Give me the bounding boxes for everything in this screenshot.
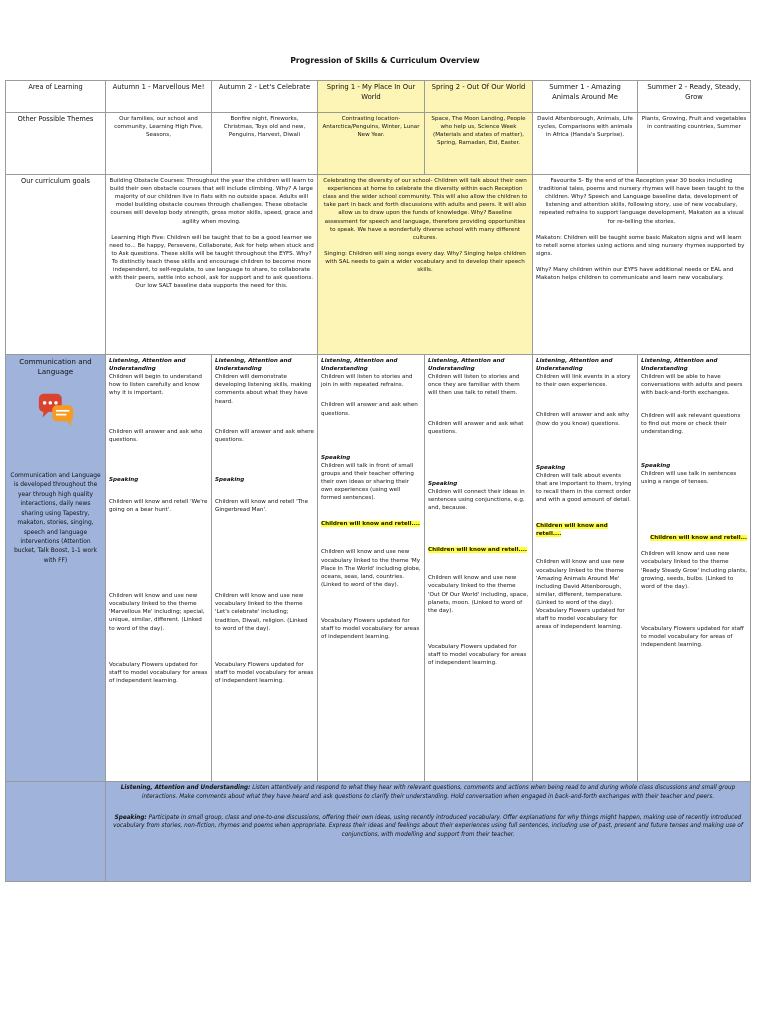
speaking-goal: Children will talk about events that are important to them, trying to recall them in the correct order and with a good amount of detail. bbox=[536, 472, 632, 504]
vocabulary-goal: Children will know and use new vocabulary linked to the theme 'Marvellous Me' including; special, unique, similar, different. (Linked to word of the day). bbox=[109, 593, 205, 632]
term-header: Autumn 2 - Let's Celebrate bbox=[212, 81, 318, 113]
page-title: Progression of Skills & Curriculum Overview bbox=[290, 56, 480, 65]
term-header: Summer 1 - Amazing Animals Around Me bbox=[533, 81, 638, 113]
goals-autumn bbox=[106, 175, 318, 355]
section-heading: Listening, Attention and Understanding bbox=[641, 358, 718, 373]
speaking-heading: Speaking bbox=[215, 476, 245, 483]
section-heading: Listening, Attention and Understanding bbox=[428, 358, 505, 373]
summary-speaking-text: Participate in small group, class and one-to-one discussions, offering their own ideas, using recently introduced vocabulary. Offer explanations for why things might happen, making use of recently introduced vocabulary from stories, non-fiction, rhymes and poems when appropriate. Express their ideas and feelings about their experiences using full sentences, including use of past, present and future tenses and making use of conjunctions, with modelling and support from their teacher. bbox=[113, 814, 743, 839]
question-goal: Children will answer and ask who questions. bbox=[109, 428, 203, 443]
retell-goal bbox=[321, 520, 421, 528]
summary-listening-text: Listen attentively and respond to what they hear with relevant questions, comments and actions when being read to and during whole class discussions and small group interactions. Make comments about what they have heard and ask questions to clarify their understanding. Hold conversation when engaged in back-and-forth exchanges with their teacher and peers. bbox=[141, 785, 736, 800]
summary-speaking-key: Speaking: bbox=[114, 814, 147, 821]
summary-speaking bbox=[109, 814, 747, 840]
theme-cell: Plants, Growing, Fruit and vegetables in contrasting countries, Summer bbox=[638, 113, 751, 175]
question-goal: Children will answer and ask where questions. bbox=[215, 428, 314, 443]
speaking-heading: Speaking bbox=[109, 476, 139, 483]
theme-cell: David Attenborough, Animals, Life cycles, Comparisons with animals in Africa (Handa's Surprise). bbox=[533, 113, 638, 175]
vocabulary-flowers: Vocabulary Flowers updated for staff to model vocabulary for areas of independent learning. bbox=[321, 617, 420, 641]
listening-goal: Children will be able to have conversations with adults and peers with back-and-forth exchanges. bbox=[641, 374, 743, 397]
theme-cell: Our families, our school and community, Learning High Five, Seasons, bbox=[106, 113, 212, 175]
section-heading: Listening, Attention and Understanding bbox=[215, 358, 292, 373]
speaking-goal: Children will talk in front of small groups and their teacher offering their own ideas or sharing their own experiences (using well formed sentences). bbox=[321, 462, 414, 502]
term-header: Summer 2 - Ready, Steady, Grow bbox=[638, 81, 751, 113]
goals-spring bbox=[318, 175, 533, 355]
goal-obstacle-courses: Building Obstacle Courses: Throughout the year the children will learn to build their own obstacle courses that will include climbing. Why? A large majority of our children live in flats with no outside space. Adults will model building obstacle courses through challenges. These obstacle courses will develop body strength, gross motor skills, speed, grace and agility when moving. bbox=[109, 178, 314, 225]
curriculum-table bbox=[5, 80, 751, 882]
theme-cell: Contrasting location- Antarctica/Penguins, Winter, Lunar New Year. bbox=[318, 113, 425, 175]
term-header: Spring 1 - My Place In Our World bbox=[318, 81, 425, 113]
comm-column-spring-1 bbox=[318, 355, 425, 782]
header-row bbox=[6, 81, 751, 113]
retell-goal bbox=[428, 546, 529, 554]
themes-label: Other Possible Themes bbox=[6, 113, 106, 175]
vocabulary-goal: Children will know and use new vocabulary linked to the theme 'Let's celebrate' including; tradition, Diwali, religion. (Linked to word of the day). bbox=[215, 593, 308, 632]
listening-goal: Children will listen to stories and join in with repeated refrains. bbox=[321, 374, 413, 389]
comm-description: Communication and Language is developed throughout the year through high quality interactions, daily news sharing using Tapestry, makaton, stories, singing, speech and language interventions (Attention bucket, Talk Boost, 1-1 work with FF) bbox=[10, 472, 101, 564]
comm-title: Communication and Language bbox=[19, 357, 92, 377]
goal-learning-high-five: Learning High Five: Children will be taught that to be a good learner we need to... Be happy, Persevere, Collaborate, Ask for help when stuck and to Ask questions. These skills will be taught throughout the EYFS. Why? To distinctly teach these skills and encourage children to become more independent, to self-regulate, to use language to share, to collaborate with their peers, settle into school, ask for support and to ask questions. Our low SALT baseline data supports the need for this. bbox=[109, 234, 314, 290]
speaking-goal: Children will connect their ideas in sentences using conjunctions, e.g. and, because. bbox=[428, 488, 525, 512]
vocabulary-flowers: Vocabulary Flowers updated for staff to model vocabulary for areas of independent learning. bbox=[536, 608, 625, 631]
goals-summer bbox=[533, 175, 751, 355]
speaking-goal: Children will know and retell 'The Gingerbread Man'. bbox=[215, 498, 309, 514]
area-label: Area of Learning bbox=[6, 81, 106, 113]
listening-goal: Children will listen to stories and once they are familiar with them will then use talk to retell them. bbox=[428, 374, 520, 397]
retell-highlight: Children will know and retell.... bbox=[428, 547, 527, 554]
vocabulary-goal: Children will know and use new vocabulary linked to the theme 'Ready Steady Grow' including plants, growing, seeds, bulbs. (Linked to word of the day). bbox=[641, 551, 747, 590]
speaking-heading: Speaking bbox=[536, 464, 566, 471]
comm-row bbox=[6, 355, 751, 782]
vocabulary-flowers: Vocabulary Flowers updated for staff to model vocabulary for areas of independent learning. bbox=[109, 661, 208, 684]
elg-summary bbox=[106, 782, 751, 882]
retell-highlight: Children will know and retell.... bbox=[321, 521, 420, 528]
theme-cell: Bonfire night, Fireworks, Christmas, Toys old and new, Penguins, Harvest, Diwali bbox=[212, 113, 318, 175]
comm-column-summer-1 bbox=[533, 355, 638, 782]
listening-goal: Children will link events in a story to their own experiences. bbox=[536, 374, 631, 389]
comm-column-autumn-2 bbox=[212, 355, 318, 782]
goals-label: Our curriculum goals bbox=[6, 175, 106, 355]
section-heading: Listening, Attention and Understanding bbox=[536, 358, 613, 373]
vocabulary-flowers: Vocabulary Flowers updated for staff to model vocabulary for areas of independent learning. bbox=[428, 643, 527, 667]
listening-goal: Children will begin to understand how to listen carefully and know why it is important. bbox=[109, 374, 202, 397]
section-heading: Listening, Attention and Understanding bbox=[321, 358, 398, 373]
comm-column-autumn-1 bbox=[106, 355, 212, 782]
summary-listening-key: Listening, Attention and Understanding: bbox=[120, 785, 251, 791]
retell-goal bbox=[641, 534, 747, 542]
question-goal: Children will answer and ask what questions. bbox=[428, 420, 524, 435]
retell-goal bbox=[536, 522, 634, 538]
summary-row bbox=[6, 782, 751, 882]
term-header: Spring 2 - Out Of Our World bbox=[425, 81, 533, 113]
summary-listening bbox=[109, 784, 747, 802]
term-header: Autumn 1 - Marvellous Me! bbox=[106, 81, 212, 113]
question-goal: Children will answer and ask why (how do you know) questions. bbox=[536, 412, 630, 427]
comm-column-summer-2 bbox=[638, 355, 751, 782]
vocabulary-goal: Children will know and use new vocabulary linked to the theme 'Amazing Animals Around Me' including David Attenborough, similar, different, temperature. (Linked to word of the day). bbox=[536, 559, 625, 606]
comm-column-spring-2 bbox=[425, 355, 533, 782]
goal-makaton: Makaton: Children will be taught some basic Makaton signs and will learn to retell some stories using actions and sing nursery rhymes supported by signs. bbox=[536, 234, 745, 257]
speaking-heading: Speaking bbox=[321, 454, 351, 461]
section-heading: Listening, Attention and Understanding bbox=[109, 358, 186, 373]
question-goal: Children will answer and ask when questions. bbox=[321, 402, 418, 417]
themes-row bbox=[6, 113, 751, 175]
goals-row bbox=[6, 175, 751, 355]
theme-cell: Space, The Moon Landing, People who help us, Science Week (Materials and states of matter), Spring, Ramadan, Eid, Easter. bbox=[425, 113, 533, 175]
speaking-goal: Children will use talk in sentences using a range of tenses. bbox=[641, 470, 737, 486]
retell-highlight: Children will know and retell... bbox=[650, 535, 747, 542]
vocabulary-goal: Children will know and use new vocabulary linked to the theme 'My Place In The World' including globe, oceans, seas, land, countries. (Linked to word of the day). bbox=[321, 549, 421, 588]
vocabulary-flowers: Vocabulary Flowers updated for staff to model vocabulary for areas of independent learning. bbox=[215, 661, 314, 684]
speech-bubbles-icon bbox=[37, 390, 75, 428]
vocabulary-flowers: Vocabulary Flowers updated for staff to model vocabulary for areas of independent learning. bbox=[641, 625, 744, 649]
speaking-heading: Speaking bbox=[641, 462, 671, 469]
goal-favourite-5: Favourite 5- By the end of the Reception year 30 books including traditional tales, poems and nursery rhymes will have been taught to the children. Why? Speech and Language baseline data, development of listening and attention skills, following story, use of new vocabulary, repeated refrains to support language development, Makaton as a visual for re-telling the stories. bbox=[538, 178, 745, 225]
summary-spacer bbox=[6, 782, 106, 882]
goal-singing: Singing: Children will sing songs every day. Why? Singing helps children with SAL needs to gain a wider vocabulary and to develop their speech skills. bbox=[324, 250, 526, 274]
listening-goal: Children will demonstrate developing listening skills, making comments about what they have heard. bbox=[215, 374, 312, 405]
question-goal: Children will ask relevant questions to find out more or check their understanding. bbox=[641, 412, 741, 435]
goal-diversity: Celebrating the diversity of our school- Children will talk about their own experiences at home to celebrate the diversity within each Reception class and the wider school community. This will also allow the children to take part in back and forth discussions with adults and peers. It will also allow us to draw upon the funds of knowledge. Why? Baseline assessment for speech and language, therefore providing opportunities to speak. We have a wonderfully diverse school with many different cultures. bbox=[322, 178, 528, 241]
comm-label-cell bbox=[6, 355, 106, 782]
vocabulary-goal: Children will know and use new vocabulary linked to the theme 'Out Of Our World' including, space, planets, moon. (Linked to word of the day). bbox=[428, 575, 529, 614]
goal-makaton-why: Why? Many children within our EYFS have additional needs or EAL and Makaton helps children to communicate and learn new vocabulary. bbox=[536, 266, 734, 282]
speaking-goal: Children will know and retell 'We're going on a bear hunt'. bbox=[109, 498, 208, 513]
speaking-heading: Speaking bbox=[428, 480, 458, 487]
retell-highlight: Children will know and retell.... bbox=[536, 523, 608, 538]
